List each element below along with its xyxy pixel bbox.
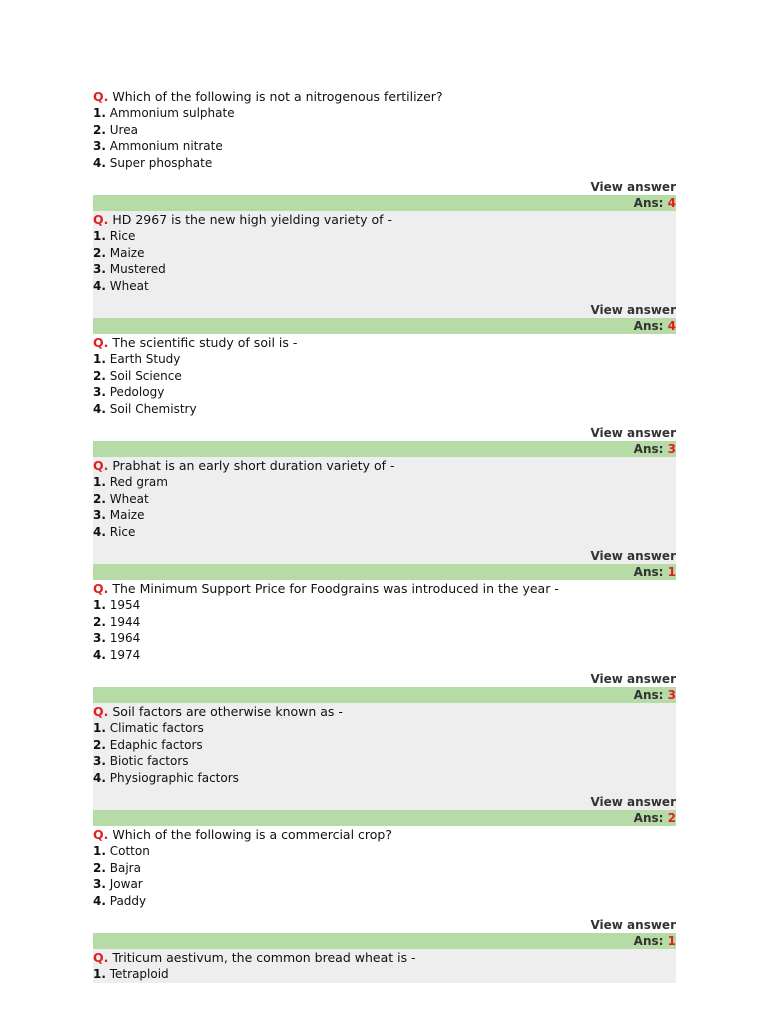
option-text: Pedology (109, 385, 165, 399)
spacer (93, 540, 676, 548)
question-label: Soil factors are otherwise known as - (112, 704, 343, 719)
question-text (93, 88, 676, 105)
option-number: 3. (93, 508, 106, 522)
question-prefix: Q. (93, 212, 109, 227)
question-label: Which of the following is a commercial crop? (112, 827, 392, 842)
option-item (93, 737, 676, 754)
question-label: The scientific study of soil is - (112, 335, 298, 350)
question-prefix: Q. (93, 827, 109, 842)
question-block (93, 703, 676, 810)
option-number: 4. (93, 155, 106, 170)
question-prefix: Q. (93, 89, 109, 104)
question-prefix: Q. (93, 581, 109, 596)
quiz-list (93, 88, 676, 983)
option-text: Maize (109, 245, 145, 260)
option-text: Earth Study (109, 352, 181, 366)
option-item (93, 597, 676, 614)
option-item (93, 860, 676, 877)
option-item (93, 614, 676, 631)
question-block (93, 88, 676, 195)
option-number: 2. (93, 368, 106, 383)
option-text: Edaphic factors (109, 737, 203, 752)
option-number: 1. (93, 352, 106, 366)
question-block (93, 457, 676, 564)
answer-bar (93, 687, 676, 703)
question-prefix: Q. (93, 950, 109, 965)
option-item (93, 384, 676, 401)
answer-value: 1 (667, 934, 676, 948)
view-answer-button[interactable]: View answer (590, 795, 676, 809)
option-text: Super phosphate (109, 155, 213, 170)
option-text: Maize (109, 508, 145, 522)
option-text: Ammonium sulphate (109, 106, 235, 120)
option-text: Physiographic factors (109, 770, 239, 785)
answer-bar (93, 564, 676, 580)
option-number: 3. (93, 385, 106, 399)
answer-value: 4 (667, 196, 676, 210)
view-answer-button[interactable]: View answer (590, 180, 676, 194)
answer-prefix: Ans: (633, 565, 664, 579)
option-text: Jowar (109, 877, 143, 891)
option-item (93, 720, 676, 737)
spacer (93, 417, 676, 425)
option-number: 4. (93, 647, 106, 662)
answer-prefix: Ans: (633, 811, 664, 825)
answer-bar (93, 810, 676, 826)
option-number: 2. (93, 737, 106, 752)
option-item (93, 474, 676, 491)
option-text: Rice (109, 524, 136, 539)
option-item (93, 351, 676, 368)
option-number: 1. (93, 844, 106, 858)
answer-prefix: Ans: (633, 442, 664, 456)
option-item (93, 368, 676, 385)
option-number: 3. (93, 754, 106, 768)
option-item (93, 966, 676, 983)
question-text (93, 703, 676, 720)
option-item (93, 261, 676, 278)
view-answer-button[interactable]: View answer (590, 426, 676, 440)
option-text: 1974 (109, 647, 141, 662)
question-label: Prabhat is an early short duration variety of - (112, 458, 395, 473)
option-number: 4. (93, 278, 106, 293)
question-prefix: Q. (93, 458, 109, 473)
option-item (93, 753, 676, 770)
question-block (93, 826, 676, 933)
option-number: 2. (93, 122, 106, 137)
option-number: 1. (93, 721, 106, 735)
option-item (93, 245, 676, 262)
option-text: Bajra (109, 860, 141, 875)
answer-prefix: Ans: (633, 688, 664, 702)
option-text: Climatic factors (109, 721, 204, 735)
option-text: Rice (109, 229, 136, 243)
option-text: Tetraploid (109, 967, 169, 981)
answer-value: 3 (667, 688, 676, 702)
option-number: 2. (93, 245, 106, 260)
option-item (93, 507, 676, 524)
option-text: Wheat (109, 491, 149, 506)
view-answer-button[interactable]: View answer (590, 918, 676, 932)
answer-value: 4 (667, 319, 676, 333)
option-text: Urea (109, 122, 138, 137)
question-label: Triticum aestivum, the common bread wheat is - (112, 950, 416, 965)
answer-value: 2 (667, 811, 676, 825)
option-text: Ammonium nitrate (109, 139, 223, 153)
question-text (93, 949, 676, 966)
option-text: Soil Chemistry (109, 401, 197, 416)
option-number: 1. (93, 598, 106, 612)
option-number: 1. (93, 475, 106, 489)
question-text (93, 580, 676, 597)
answer-prefix: Ans: (633, 934, 664, 948)
option-item (93, 278, 676, 295)
answer-bar (93, 933, 676, 949)
option-number: 4. (93, 893, 106, 908)
option-number: 2. (93, 860, 106, 875)
spacer (93, 171, 676, 179)
spacer (93, 663, 676, 671)
option-item (93, 401, 676, 418)
option-text: Soil Science (109, 368, 182, 383)
view-answer-button[interactable]: View answer (590, 549, 676, 563)
option-number: 1. (93, 967, 106, 981)
question-text (93, 457, 676, 474)
option-text: Red gram (109, 475, 168, 489)
question-text (93, 211, 676, 228)
option-item (93, 876, 676, 893)
view-answer-button[interactable]: View answer (590, 672, 676, 686)
option-number: 1. (93, 229, 106, 243)
question-block (93, 211, 676, 318)
answer-bar (93, 318, 676, 334)
option-text: Paddy (109, 893, 147, 908)
option-number: 4. (93, 524, 106, 539)
answer-prefix: Ans: (633, 196, 664, 210)
answer-bar (93, 441, 676, 457)
option-item (93, 155, 676, 172)
option-text: Biotic factors (109, 754, 189, 768)
answer-bar (93, 195, 676, 211)
option-text: 1964 (109, 631, 141, 645)
option-number: 3. (93, 877, 106, 891)
option-text: Cotton (109, 844, 150, 858)
answer-prefix: Ans: (633, 319, 664, 333)
option-item (93, 491, 676, 508)
question-prefix: Q. (93, 335, 109, 350)
option-item (93, 105, 676, 122)
option-item (93, 138, 676, 155)
spacer (93, 909, 676, 917)
option-item (93, 893, 676, 910)
option-number: 3. (93, 139, 106, 153)
option-number: 4. (93, 770, 106, 785)
option-number: 2. (93, 614, 106, 629)
question-label: The Minimum Support Price for Foodgrains was introduced in the year - (112, 581, 559, 596)
question-label: HD 2967 is the new high yielding variety of - (112, 212, 393, 227)
option-item (93, 630, 676, 647)
option-number: 3. (93, 631, 106, 645)
option-number: 2. (93, 491, 106, 506)
option-item (93, 843, 676, 860)
option-text: Mustered (109, 262, 166, 276)
question-block (93, 334, 676, 441)
option-item (93, 122, 676, 139)
question-text (93, 334, 676, 351)
spacer (93, 294, 676, 302)
option-item (93, 647, 676, 664)
option-item (93, 770, 676, 787)
question-text (93, 826, 676, 843)
option-text: 1944 (109, 614, 141, 629)
question-label: Which of the following is not a nitrogenous fertilizer? (112, 89, 443, 104)
answer-value: 1 (667, 565, 676, 579)
option-number: 3. (93, 262, 106, 276)
question-block (93, 580, 676, 687)
option-text: Wheat (109, 278, 149, 293)
answer-value: 3 (667, 442, 676, 456)
option-item (93, 524, 676, 541)
question-prefix: Q. (93, 704, 109, 719)
option-number: 1. (93, 106, 106, 120)
option-item (93, 228, 676, 245)
view-answer-button[interactable]: View answer (590, 303, 676, 317)
spacer (93, 786, 676, 794)
option-number: 4. (93, 401, 106, 416)
question-block (93, 949, 676, 983)
option-text: 1954 (109, 598, 141, 612)
